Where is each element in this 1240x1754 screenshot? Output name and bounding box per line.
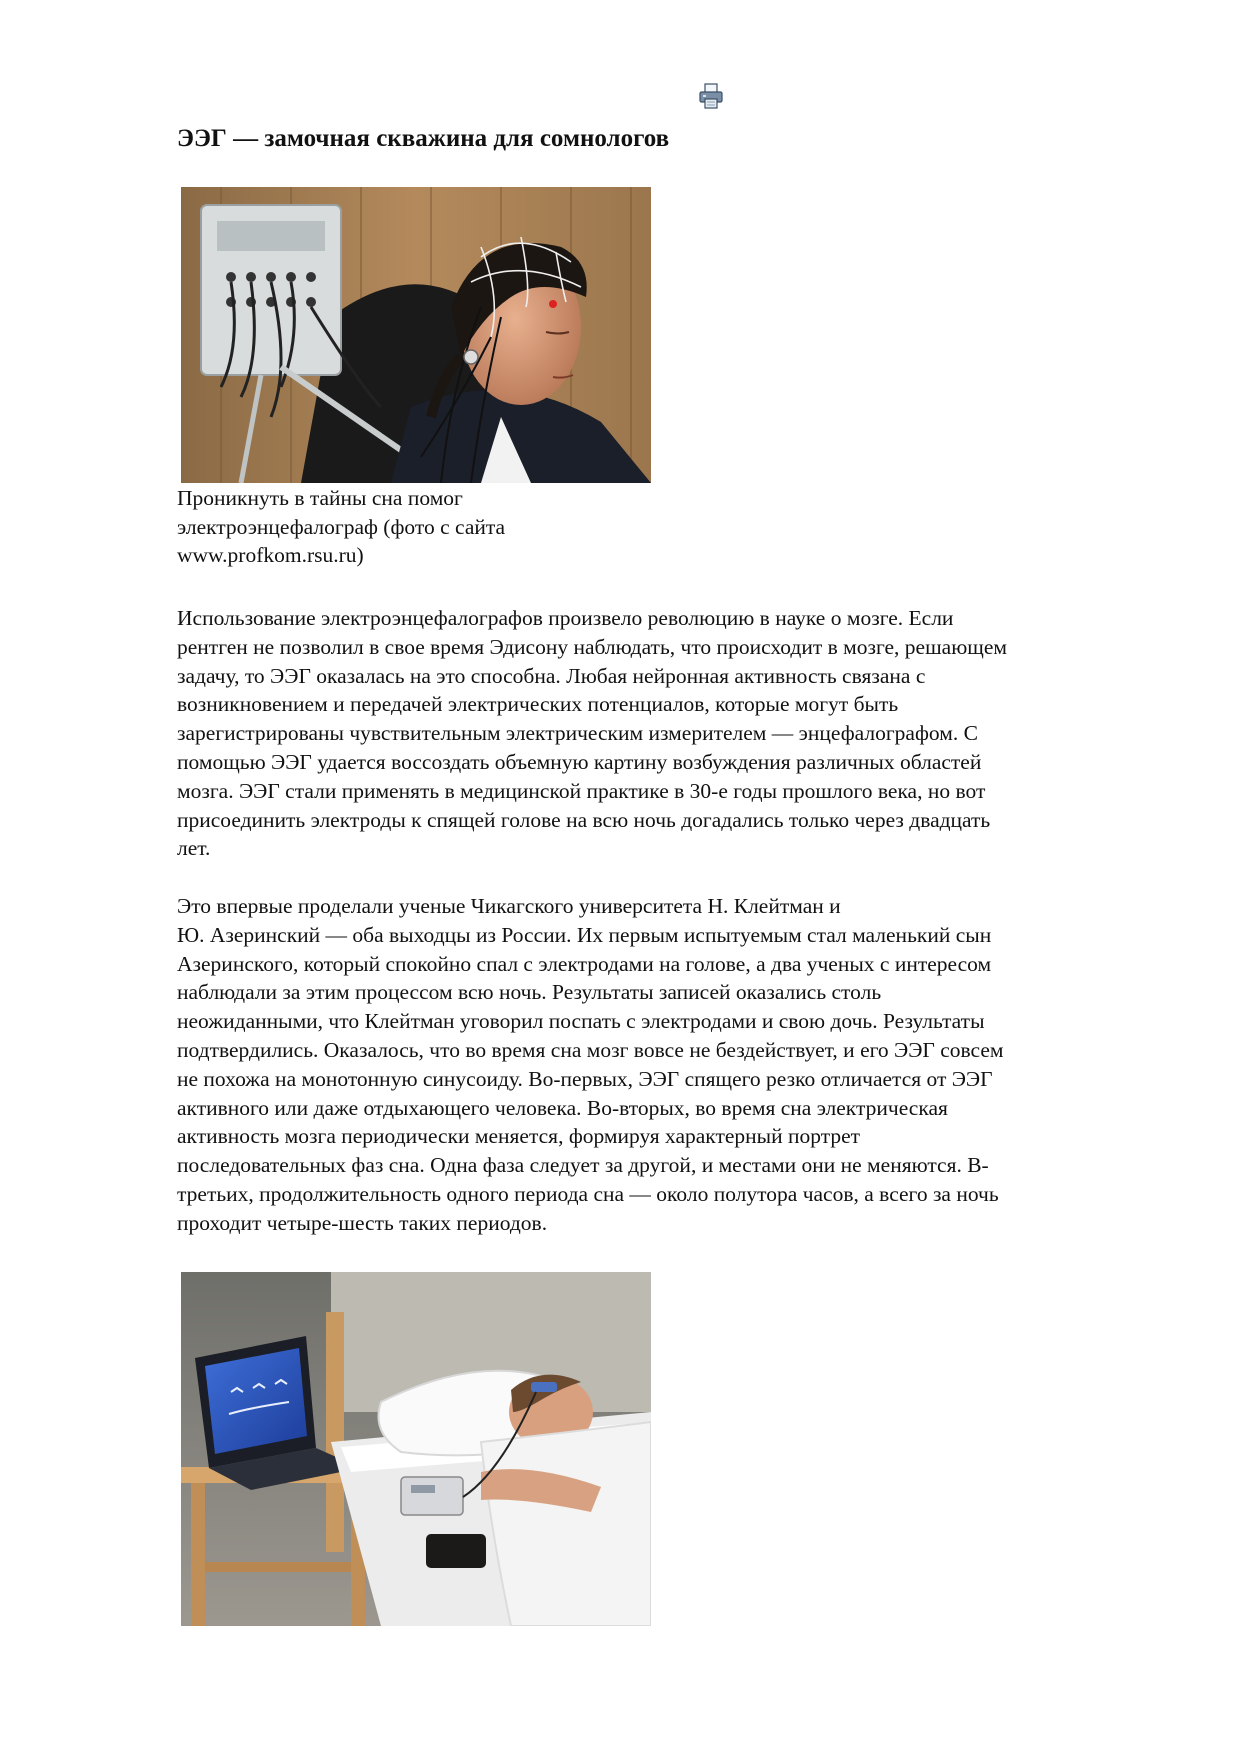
paragraph-line: рентген не позволил в свое время Эдисону наблюдать, что происходит в мозге, решающем (177, 634, 1007, 659)
paragraph-line: третьих, продолжительность одного периода сна — около полутора часов, а всего за ночь (177, 1181, 999, 1206)
paragraph-line: неожиданными, что Клейтман уговорил поспать с электродами и свою дочь. Результаты (177, 1009, 985, 1034)
paragraph-line: помощью ЭЭГ удается воссоздать объемную картину возбуждения различных областей (177, 749, 982, 774)
paragraph-line: активность мозга периодически меняется, формируя характерный портрет (177, 1124, 861, 1149)
body-paragraph-1 (177, 604, 1167, 863)
paragraph-line: последовательных фаз сна. Одна фаза следует за другой, и местами они не меняются. В- (177, 1153, 989, 1178)
paragraph-line: зарегистрированы чувствительным электрическим измерителем — энцефалографом. С (177, 721, 978, 746)
paragraph-line: возникновением и передачей электрических потенциалов, которые могут быть (177, 692, 899, 717)
paragraph-line: не похожа на монотонную синусоиду. Во-первых, ЭЭГ спящего резко отличается от ЭЭГ (177, 1066, 993, 1091)
caption-line: электроэнцефалограф (фото с сайта (177, 514, 506, 539)
paragraph-line: активного или даже отдыхающего человека. Во-вторых, во время сна электрическая (177, 1095, 948, 1120)
body-paragraph-2 (177, 892, 1167, 1238)
eeg-device-photo (181, 187, 651, 483)
sleep-study-photo (181, 1272, 651, 1626)
paragraph-line: мозга. ЭЭГ стали применять в медицинской практике в 30-е годы прошлого века, но вот (177, 778, 986, 803)
paragraph-line: лет. (177, 836, 211, 861)
paragraph-line: задачу, то ЭЭГ оказалась на это способна. Любая нейронная активность связана с (177, 663, 926, 688)
paragraph-line: Ю. Азеринский — оба выходцы из России. Их первым испытуемым стал маленький сын (177, 922, 992, 947)
paragraph-line: Это впервые проделали ученые Чикагского университета Н. Клейтман и (177, 894, 841, 918)
photo-caption (177, 484, 597, 570)
caption-line: Проникнуть в тайны сна помог (177, 486, 463, 510)
printer-icon[interactable] (697, 82, 725, 110)
paragraph-line: проходит четыре-шесть таких периодов. (177, 1210, 548, 1235)
article-title: ЭЭГ — замочная скважина для сомнологов (177, 125, 670, 152)
caption-line: www.profkom.rsu.ru) (177, 543, 364, 567)
paragraph-line: Азеринского, который спокойно спал с электродами на голове, а два ученых с интересом (177, 951, 992, 976)
paragraph-line: Использование электроэнцефалографов произвело революцию в науке о мозге. Если (177, 606, 954, 630)
paragraph-line: подтвердились. Оказалось, что во время сна мозг вовсе не бездействует, и его ЭЭГ совсем (177, 1037, 1004, 1062)
paragraph-line: присоединить электроды к спящей голове на всю ночь догадались только через двадцать (177, 807, 991, 832)
paragraph-line: наблюдали за этим процессом всю ночь. Результаты записей оказались столь (177, 980, 882, 1005)
